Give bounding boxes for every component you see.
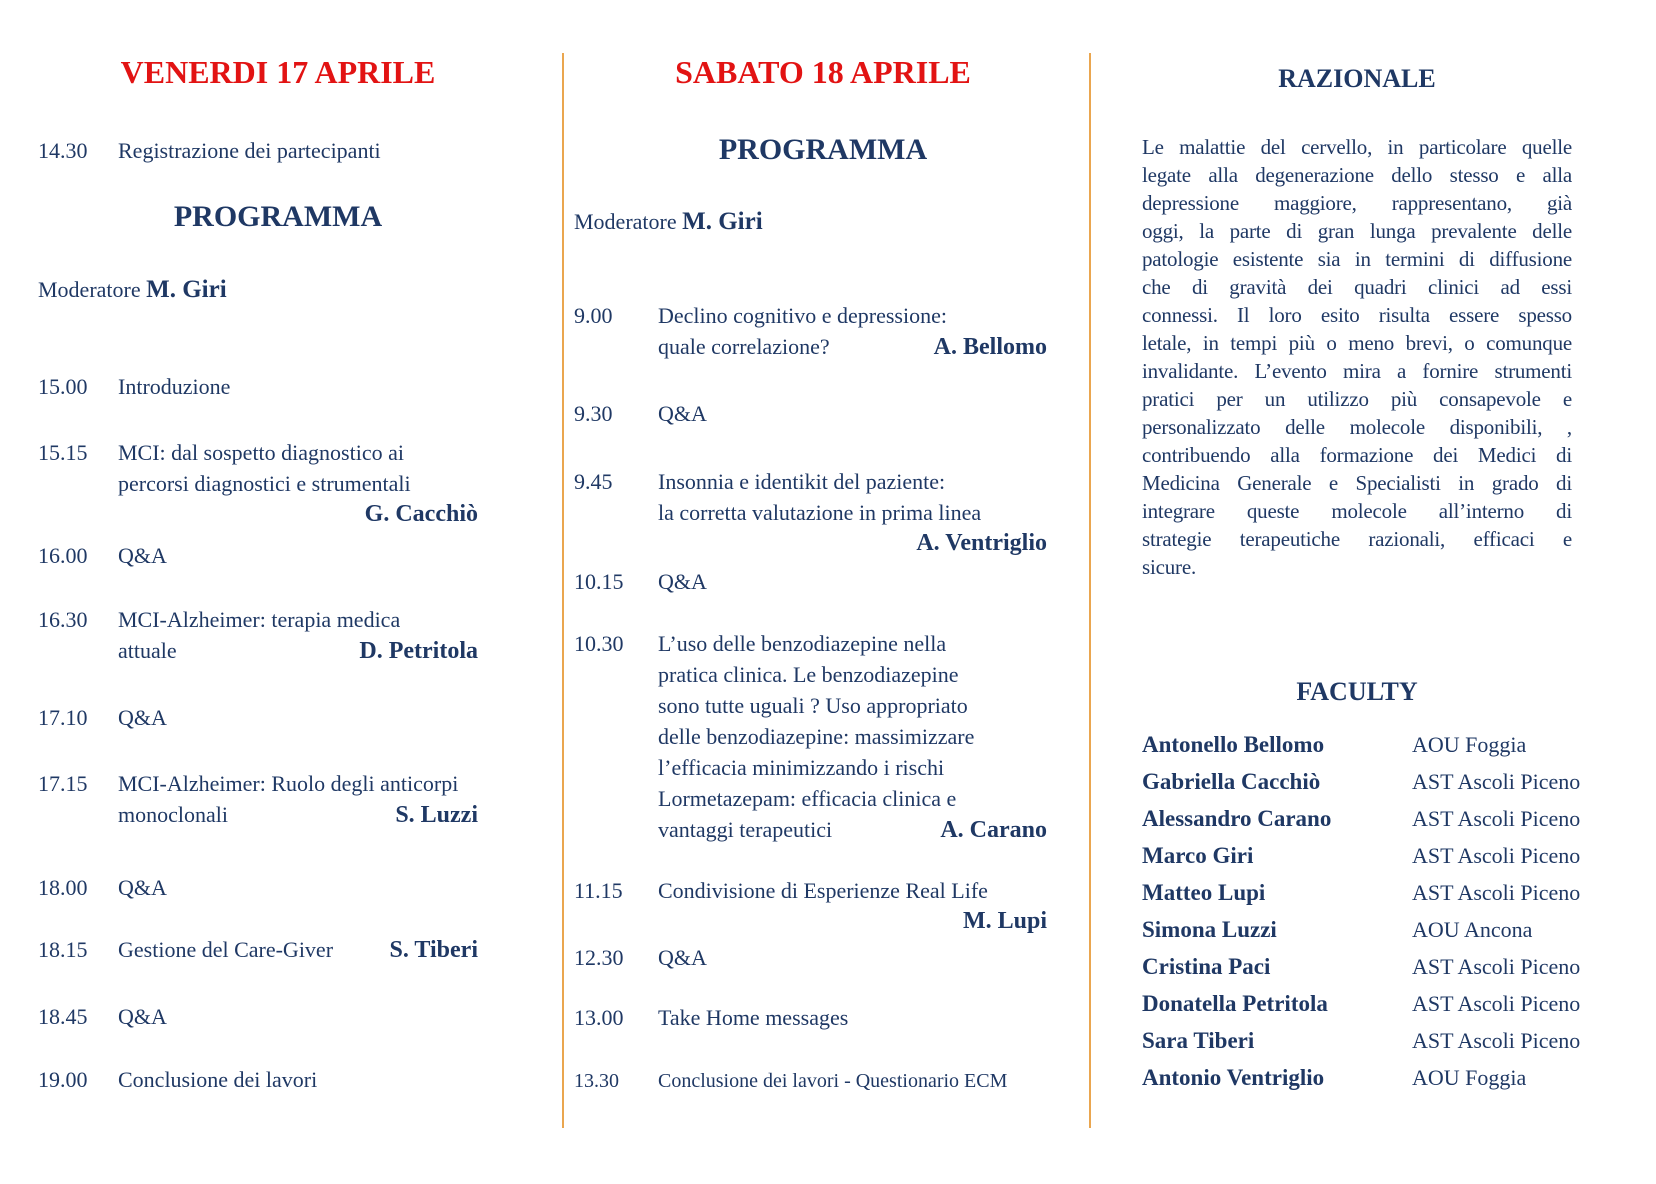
saturday-programma-heading: PROGRAMMA bbox=[718, 133, 928, 166]
rationale-line: personalizzato delle molecole disponibili, , bbox=[1142, 415, 1572, 439]
session-body bbox=[118, 371, 478, 402]
faculty-row bbox=[1142, 842, 1642, 870]
session-line bbox=[658, 659, 1047, 690]
session-line bbox=[118, 635, 478, 667]
faculty-row bbox=[1142, 805, 1642, 833]
moderator-name: M. Giri bbox=[146, 276, 227, 303]
rationale-column bbox=[1090, 0, 1656, 1184]
moderator-name: M. Giri bbox=[682, 208, 763, 235]
schedule-row bbox=[574, 1002, 1047, 1033]
time-label: 17.10 bbox=[38, 705, 88, 730]
session-body bbox=[658, 300, 1047, 363]
speaker-name: A. Carano bbox=[940, 817, 1047, 843]
schedule-row bbox=[38, 604, 478, 667]
schedule-row bbox=[38, 437, 478, 530]
session-title: Insonnia e identikit del paziente: bbox=[658, 469, 946, 494]
session-body bbox=[658, 466, 1047, 559]
session-line bbox=[658, 906, 1047, 937]
faculty-name: Antonio Ventriglio bbox=[1142, 1065, 1325, 1090]
session-title: Q&A bbox=[118, 1004, 167, 1029]
faculty-affiliation: AOU Foggia bbox=[1412, 732, 1527, 757]
session-body bbox=[658, 398, 1047, 429]
time-label: 9.00 bbox=[574, 303, 613, 328]
speaker-name: S. Luzzi bbox=[395, 802, 478, 828]
session-title: vantaggi terapeutici bbox=[658, 817, 833, 842]
session-line bbox=[118, 135, 478, 166]
faculty-name: Antonello Bellomo bbox=[1142, 732, 1325, 757]
time-label: 12.30 bbox=[574, 945, 624, 970]
session-title: Q&A bbox=[658, 401, 707, 426]
friday-programma-heading: PROGRAMMA bbox=[173, 200, 383, 233]
rationale-line: che di gravità dei quadri clinici ad essi bbox=[1142, 275, 1572, 299]
session-line bbox=[118, 1001, 478, 1032]
session-line bbox=[658, 1002, 1047, 1033]
session-line bbox=[658, 497, 1047, 528]
faculty-name: Marco Giri bbox=[1142, 843, 1254, 868]
rationale-line: strategie terapeutiche razionali, efficaci e bbox=[1142, 527, 1572, 551]
schedule-row bbox=[38, 872, 478, 903]
session-line bbox=[118, 468, 478, 499]
session-body bbox=[118, 702, 478, 733]
schedule-row bbox=[38, 702, 478, 733]
session-title: percorsi diagnostici e strumentali bbox=[118, 471, 411, 496]
saturday-day-title: SABATO 18 APRILE bbox=[675, 54, 971, 90]
rationale-heading: RAZIONALE bbox=[1278, 64, 1436, 93]
faculty-name: Sara Tiberi bbox=[1142, 1028, 1255, 1053]
session-title: delle benzodiazepine: massimizzare bbox=[658, 724, 975, 749]
session-body bbox=[658, 1066, 1047, 1097]
time-label: 15.00 bbox=[38, 374, 88, 399]
session-title: MCI-Alzheimer: Ruolo degli anticorpi bbox=[118, 771, 459, 796]
time-label: 11.15 bbox=[574, 878, 623, 903]
session-line bbox=[658, 690, 1047, 721]
faculty-affiliation: AST Ascoli Piceno bbox=[1412, 991, 1581, 1016]
session-title: pratica clinica. Le benzodiazepine bbox=[658, 662, 959, 687]
time-label: 9.45 bbox=[574, 469, 613, 494]
session-line bbox=[118, 872, 478, 903]
faculty-row bbox=[1142, 731, 1642, 759]
session-title: Introduzione bbox=[118, 374, 231, 399]
session-title: la corretta valutazione in prima linea bbox=[658, 500, 982, 525]
session-line bbox=[658, 942, 1047, 973]
rationale-line: depressione maggiore, rappresentano, già bbox=[1142, 191, 1572, 215]
session-body bbox=[658, 875, 1047, 937]
speaker-name: A. Bellomo bbox=[933, 334, 1047, 360]
session-line bbox=[118, 934, 478, 966]
session-title: Conclusione dei lavori bbox=[118, 1067, 318, 1092]
faculty-row bbox=[1142, 879, 1642, 907]
session-body bbox=[118, 768, 478, 831]
rationale-line: legate alla degenerazione dello stesso e alla bbox=[1142, 163, 1572, 187]
session-line bbox=[658, 814, 1047, 846]
time-label: 13.30 bbox=[574, 1070, 619, 1092]
schedule-row bbox=[38, 135, 478, 166]
time-label: 18.15 bbox=[38, 937, 88, 962]
session-title: MCI-Alzheimer: terapia medica bbox=[118, 607, 401, 632]
faculty-name: Matteo Lupi bbox=[1142, 880, 1266, 905]
session-body bbox=[118, 135, 478, 166]
session-body bbox=[658, 942, 1047, 973]
schedule-row bbox=[38, 768, 478, 831]
saturday-column bbox=[556, 0, 1090, 1184]
session-line bbox=[658, 628, 1047, 659]
time-label: 18.45 bbox=[38, 1004, 88, 1029]
schedule-row bbox=[574, 875, 1047, 937]
rationale-line: sicure. bbox=[1142, 555, 1196, 579]
session-title: l’efficacia minimizzando i rischi bbox=[658, 755, 945, 780]
session-line bbox=[658, 783, 1047, 814]
faculty-name: Gabriella Cacchiò bbox=[1142, 769, 1321, 794]
speaker-name: D. Petritola bbox=[359, 638, 478, 664]
session-body bbox=[118, 1001, 478, 1032]
faculty-name: Donatella Petritola bbox=[1142, 991, 1328, 1016]
session-title: L’uso delle benzodiazepine nella bbox=[658, 631, 947, 656]
saturday-moderator-line bbox=[574, 208, 763, 236]
time-label: 16.00 bbox=[38, 543, 88, 568]
session-body bbox=[118, 1064, 478, 1095]
time-label: 14.30 bbox=[38, 138, 88, 163]
time-label: 15.15 bbox=[38, 440, 88, 465]
session-title: Q&A bbox=[118, 875, 167, 900]
session-title: quale correlazione? bbox=[658, 334, 830, 359]
session-title: Q&A bbox=[118, 543, 167, 568]
session-title: Q&A bbox=[658, 569, 707, 594]
speaker-name: A. Ventriglio bbox=[916, 530, 1047, 556]
session-line bbox=[118, 604, 478, 635]
faculty-row bbox=[1142, 768, 1642, 796]
schedule-row bbox=[574, 942, 1047, 973]
schedule-row bbox=[574, 628, 1047, 846]
faculty-row bbox=[1142, 916, 1642, 944]
session-title: Q&A bbox=[658, 945, 707, 970]
session-line bbox=[118, 799, 478, 831]
rationale-line: Le malattie del cervello, in particolare quelle bbox=[1142, 135, 1572, 159]
schedule-row bbox=[574, 1066, 1047, 1097]
session-body bbox=[118, 872, 478, 903]
speaker-name: M. Lupi bbox=[962, 908, 1047, 934]
rationale-line: patologie esistente sia in termini di diffusione bbox=[1142, 247, 1572, 271]
faculty-row bbox=[1142, 1064, 1642, 1092]
session-title: attuale bbox=[118, 638, 177, 663]
time-label: 9.30 bbox=[574, 401, 613, 426]
friday-moderator-line bbox=[38, 276, 227, 304]
faculty-affiliation: AOU Foggia bbox=[1412, 1065, 1527, 1090]
rationale-line: letale, in tempi più o meno brevi, o comunque bbox=[1142, 331, 1572, 355]
faculty-name: Alessandro Carano bbox=[1142, 806, 1332, 831]
faculty-affiliation: AST Ascoli Piceno bbox=[1412, 1028, 1581, 1053]
session-title: Declino cognitivo e depressione: bbox=[658, 303, 947, 328]
session-title: Condivisione di Esperienze Real Life bbox=[658, 878, 988, 903]
schedule-row bbox=[38, 1064, 478, 1095]
session-title: Take Home messages bbox=[658, 1005, 849, 1030]
session-line bbox=[118, 540, 478, 571]
session-line bbox=[658, 331, 1047, 363]
moderator-label: Moderatore bbox=[38, 277, 141, 302]
schedule-row bbox=[574, 398, 1047, 429]
schedule-row bbox=[38, 934, 478, 966]
time-label: 18.00 bbox=[38, 875, 88, 900]
time-label: 13.00 bbox=[574, 1005, 624, 1030]
friday-column bbox=[0, 0, 556, 1184]
session-line bbox=[658, 300, 1047, 331]
rationale-line: oggi, la parte di gran lunga prevalente delle bbox=[1142, 219, 1572, 243]
session-title: Gestione del Care-Giver bbox=[118, 937, 334, 962]
schedule-row bbox=[38, 371, 478, 402]
session-line bbox=[658, 875, 1047, 906]
faculty-name: Simona Luzzi bbox=[1142, 917, 1277, 942]
session-body bbox=[118, 437, 478, 530]
session-body bbox=[658, 628, 1047, 846]
rationale-line: connessi. Il loro esito risulta essere spesso bbox=[1142, 303, 1572, 327]
rationale-line: contribuendo alla formazione dei Medici di bbox=[1142, 443, 1572, 467]
faculty-row bbox=[1142, 1027, 1642, 1055]
rationale-line: Medicina Generale e Specialisti in grado di bbox=[1142, 471, 1572, 495]
session-line bbox=[118, 371, 478, 402]
session-line bbox=[118, 499, 478, 530]
faculty-affiliation: AOU Ancona bbox=[1412, 917, 1533, 942]
session-body bbox=[658, 566, 1047, 597]
rationale-paragraph bbox=[1142, 133, 1572, 581]
friday-day-title: VENERDI 17 APRILE bbox=[120, 54, 436, 90]
moderator-label: Moderatore bbox=[574, 209, 677, 234]
faculty-heading: FACULTY bbox=[1296, 677, 1418, 706]
session-line bbox=[118, 1064, 478, 1095]
faculty-name: Cristina Paci bbox=[1142, 954, 1271, 979]
session-line bbox=[118, 768, 478, 799]
session-title: MCI: dal sospetto diagnostico ai bbox=[118, 440, 404, 465]
faculty-affiliation: AST Ascoli Piceno bbox=[1412, 769, 1581, 794]
session-body bbox=[658, 1002, 1047, 1033]
schedule-row bbox=[38, 1001, 478, 1032]
time-label: 16.30 bbox=[38, 607, 88, 632]
session-line bbox=[658, 721, 1047, 752]
session-body bbox=[118, 934, 478, 966]
session-line bbox=[658, 566, 1047, 597]
session-title: Lormetazepam: efficacia clinica e bbox=[658, 786, 957, 811]
speaker-name: S. Tiberi bbox=[389, 937, 478, 963]
faculty-affiliation: AST Ascoli Piceno bbox=[1412, 843, 1581, 868]
speaker-name: G. Cacchiò bbox=[364, 501, 478, 527]
schedule-row bbox=[38, 540, 478, 571]
session-body bbox=[118, 540, 478, 571]
schedule-row bbox=[574, 300, 1047, 363]
session-title: Q&A bbox=[118, 705, 167, 730]
faculty-affiliation: AST Ascoli Piceno bbox=[1412, 880, 1581, 905]
time-label: 10.30 bbox=[574, 631, 624, 656]
session-title: monoclonali bbox=[118, 802, 228, 827]
rationale-line: integrare queste molecole all’interno di bbox=[1142, 499, 1572, 523]
session-body bbox=[118, 604, 478, 667]
schedule-row bbox=[574, 466, 1047, 559]
schedule-row bbox=[574, 566, 1047, 597]
faculty-row bbox=[1142, 953, 1642, 981]
session-line bbox=[118, 437, 478, 468]
session-line bbox=[658, 466, 1047, 497]
session-line bbox=[658, 528, 1047, 559]
session-line bbox=[658, 752, 1047, 783]
time-label: 19.00 bbox=[38, 1067, 88, 1092]
faculty-affiliation: AST Ascoli Piceno bbox=[1412, 954, 1581, 979]
session-line bbox=[658, 398, 1047, 429]
time-label: 17.15 bbox=[38, 771, 88, 796]
session-title: Conclusione dei lavori - Questionario ECM bbox=[658, 1070, 1008, 1092]
rationale-line: invalidante. L’evento mira a fornire strumenti bbox=[1142, 359, 1572, 383]
session-title: Registrazione dei partecipanti bbox=[118, 138, 381, 163]
faculty-affiliation: AST Ascoli Piceno bbox=[1412, 806, 1581, 831]
session-line bbox=[658, 1066, 1047, 1097]
faculty-row bbox=[1142, 990, 1642, 1018]
rationale-line: pratici per un utilizzo più consapevole e bbox=[1142, 387, 1572, 411]
session-line bbox=[118, 702, 478, 733]
session-title: sono tutte uguali ? Uso appropriato bbox=[658, 693, 968, 718]
time-label: 10.15 bbox=[574, 569, 624, 594]
